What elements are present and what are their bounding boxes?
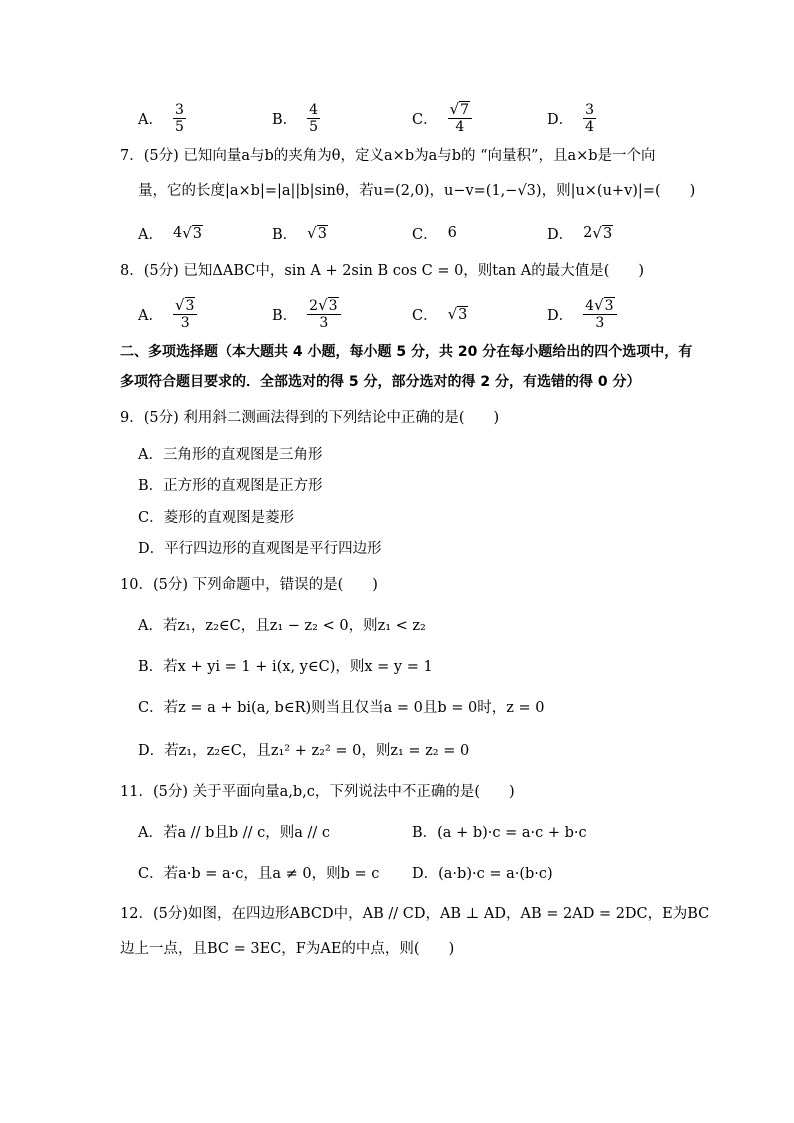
q6-option-b-label: B． (272, 111, 298, 128)
q11-option-a[interactable]: A．若a // b且b // c，则a // c (138, 825, 331, 841)
q8-option-a[interactable] (138, 296, 197, 332)
q7-option-b-radicand: 3 (317, 225, 327, 242)
q8-option-d-radicand: 3 (604, 298, 614, 314)
q6-option-a-label: A． (138, 111, 163, 128)
q12-stem-line1: 12．(5分)如图，在四边形ABCD中，AB // CD，AB ⊥ AD，AB = 2AD = 2DC，E为BC (120, 906, 710, 922)
q11-stem: 11．(5分) 关于平面向量a,b,c，下列说法中不正确的是( ) (120, 784, 515, 800)
q10-option-d[interactable]: D．若z₁，z₂∈C，且z₁² + z₂² = 0，则z₁ = z₂ = 0 (138, 743, 470, 759)
q8-option-d-label: D． (547, 307, 574, 324)
q9-option-c[interactable]: C．菱形的直观图是菱形 (138, 510, 295, 526)
q8-option-a-sqrt: √ 3 (174, 296, 195, 314)
q7-option-b[interactable] (272, 215, 328, 251)
q6-option-d[interactable] (547, 100, 596, 136)
q8-option-c-label: C． (412, 307, 438, 324)
q6-option-a[interactable] (138, 100, 186, 136)
q8-option-a-denominator: 3 (180, 315, 190, 331)
q6-option-c-sqrt: √ 7 (449, 100, 470, 118)
q7-options (138, 215, 738, 251)
q8-option-c[interactable] (412, 296, 468, 332)
q8-option-c-radicand: 3 (458, 306, 468, 323)
q10-option-b[interactable]: B．若x + yi = 1 + i(x, y∈C)，则x = y = 1 (138, 659, 433, 675)
section2-heading-line1: 二、多项选择题（本大题共 4 小题，每小题 5 分，共 20 分在每小题给出的四个选项中，有 (120, 344, 693, 360)
q7-option-d-sqrt: √ 3 (592, 223, 613, 242)
q9-stem: 9．(5分) 利用斜二测画法得到的下列结论中正确的是( ) (120, 410, 500, 426)
q6-option-b-denominator: 5 (309, 118, 319, 135)
q8-option-a-fraction (173, 297, 197, 331)
q7-option-d-coef: 2 (583, 225, 593, 241)
q7-option-a-radicand: 3 (192, 225, 203, 242)
q6-options (138, 100, 738, 136)
q6-option-d-fraction (583, 102, 596, 135)
q9-option-d[interactable]: D．平行四边形的直观图是平行四边形 (138, 541, 382, 557)
q7-option-d-label: D． (547, 226, 574, 243)
q10-option-a[interactable]: A．若z₁，z₂∈C，且z₁ − z₂ < 0，则z₁ < z₂ (138, 618, 426, 634)
q8-option-a-label: A． (138, 307, 163, 324)
q6-option-d-label: D． (547, 111, 574, 128)
q6-option-b[interactable] (272, 100, 320, 136)
q9-option-b[interactable]: B．正方形的直观图是正方形 (138, 478, 323, 494)
q7-option-c[interactable] (412, 215, 457, 251)
q11-option-c[interactable]: C．若a·b = a·c，且a ≠ 0，则b = c (138, 866, 380, 882)
q7-stem-line1: 7．(5分) 已知向量a与b的夹角为θ，定义a×b为a与b的 “向量积”，且a×b是一个向 (120, 148, 656, 164)
q7-option-a-coef: 4 (172, 225, 183, 241)
q6-option-c-radicand: 7 (460, 102, 470, 118)
q7-option-c-value: 6 (447, 225, 457, 241)
q6-option-d-numerator: 3 (585, 101, 595, 118)
q6-option-a-fraction (173, 102, 186, 135)
q10-stem: 10．(5分) 下列命题中，错误的是( ) (120, 577, 378, 593)
q6-option-a-numerator: 3 (174, 101, 184, 118)
q6-option-c-denominator: 4 (455, 119, 465, 135)
q8-option-a-numerator (173, 297, 197, 315)
q8-option-d-fraction (583, 297, 616, 331)
q7-option-d[interactable] (547, 215, 613, 251)
q12-stem-line2: 边上一点，且BC = 3EC，F为AE的中点，则( ) (120, 941, 455, 957)
q11-option-d[interactable]: D．(a·b)·c = a·(b·c) (412, 866, 553, 882)
q8-option-b[interactable] (272, 296, 341, 332)
q8-option-b-sqrt: √ 3 (318, 296, 338, 314)
q6-option-d-denominator: 4 (585, 118, 595, 135)
q6-option-c-label: C． (412, 111, 438, 128)
q9-option-a[interactable]: A．三角形的直观图是三角形 (138, 447, 323, 463)
q6-option-c-numerator (448, 101, 472, 119)
q10-option-c[interactable]: C．若z = a + bi(a, b∈R)则当且仅当a = 0且b = 0时，z = 0 (138, 700, 545, 716)
q8-option-b-coef: 2 (309, 298, 319, 314)
q8-option-c-sqrt: √ 3 (447, 304, 468, 323)
q8-option-b-fraction (307, 297, 340, 331)
q8-stem: 8．(5分) 已知ΔABC中，sin A + 2sin B cos C = 0，则tan A的最大值是( ) (120, 263, 645, 279)
q7-option-d-radicand: 3 (602, 225, 613, 242)
q7-option-c-label: C． (412, 226, 438, 243)
q6-option-b-fraction (307, 102, 320, 135)
q8-option-d[interactable] (547, 296, 617, 332)
q7-option-a-sqrt: √ 3 (182, 223, 203, 242)
q8-option-b-label: B． (272, 307, 298, 324)
q8-option-a-radicand: 3 (185, 298, 195, 314)
q8-option-b-numerator (307, 297, 340, 315)
q8-options (138, 296, 738, 332)
q8-option-d-denominator: 3 (595, 315, 605, 331)
q8-option-d-sqrt: √ 3 (594, 296, 614, 314)
q6-option-c-fraction (448, 101, 472, 135)
q6-option-b-numerator: 4 (309, 101, 319, 118)
q6-option-c[interactable] (412, 100, 472, 136)
q7-option-a[interactable] (138, 215, 203, 251)
section2-heading-line2: 多项符合题目要求的．全部选对的得 5 分，部分选对的得 2 分，有选错的得 0 分） (120, 374, 641, 390)
q6-option-a-denominator: 5 (174, 118, 184, 135)
q7-option-b-sqrt: √ 3 (307, 223, 327, 242)
q8-option-d-numerator (583, 297, 616, 315)
q8-option-b-radicand: 3 (328, 298, 338, 314)
q11-option-b[interactable]: B．(a + b)·c = a·c + b·c (412, 825, 587, 841)
q8-option-b-denominator: 3 (319, 315, 329, 331)
q7-stem-line2: 量，它的长度|a×b|=|a||b|sinθ，若u=(2,0)，u−v=(1,−√3)，则|u×(u+v)|=( ) (138, 183, 696, 199)
q8-option-d-coef: 4 (585, 298, 595, 314)
q7-option-b-label: B． (272, 226, 298, 243)
q7-option-a-label: A． (138, 226, 163, 243)
